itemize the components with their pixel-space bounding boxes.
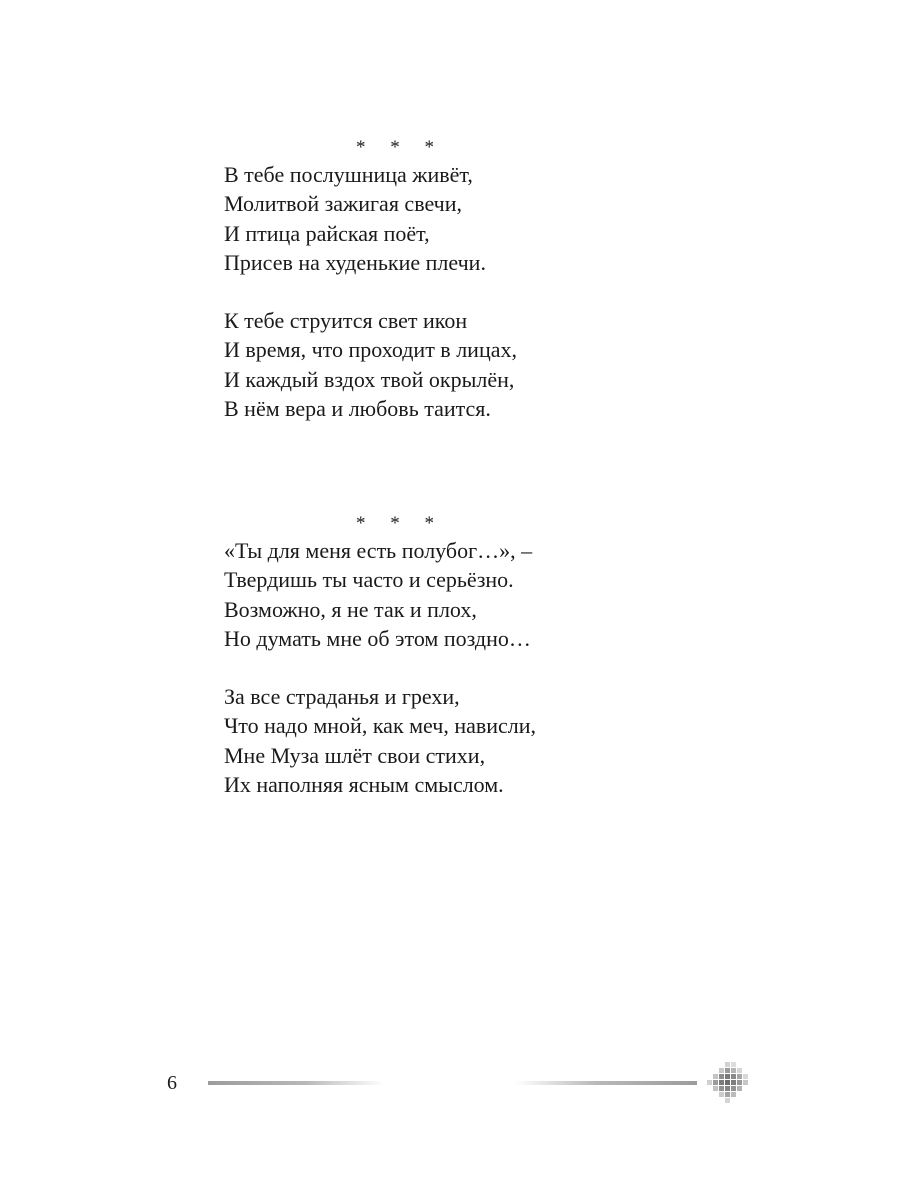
poem-line: Что надо мной, как меч, нависли, [224,713,537,739]
poem-line: Мне Муза шлёт свои стихи, [224,742,486,768]
poem-line: Молитвой зажигая свечи, [224,191,463,217]
poem-line: «Ты для меня есть полубог…», – [224,538,533,563]
poem-line: И каждый вздох твой окрылён, [224,366,515,392]
poem-line: Присев на худенькие плечи. [224,249,486,275]
poem-line: За все страданья и грехи, [224,684,460,710]
footer-rule-right [515,1081,697,1085]
poem-line: Твердишь ты часто и серьёзно. [224,567,514,593]
pixel-dots-ornament-icon [707,1062,749,1104]
poem-2 [224,510,744,799]
poem-line: Их наполняя ясным смыслом. [224,772,504,798]
poem-line: В нём вера и любовь таится. [224,396,491,422]
stanza-1 [224,160,744,277]
poem-line: К тебе струится свет икон [224,308,468,334]
poem-1 [224,134,744,423]
poem-line: И время, что проходит в лицах, [224,337,517,363]
poem-separator: * * * [356,513,444,534]
stanza-2 [224,682,744,799]
footer-rule-left [208,1081,384,1085]
poem-separator: * * * [356,137,444,158]
stanza-2 [224,306,744,423]
page-number: 6 [167,1072,177,1094]
poem-line: Но думать мне об этом поздно… [224,625,531,651]
poem-line: Возможно, я не так и плох, [224,596,477,622]
poem-line: В тебе послушница живёт, [224,162,473,187]
poem-line: И птица райская поёт, [224,220,430,246]
stanza-1 [224,536,744,653]
